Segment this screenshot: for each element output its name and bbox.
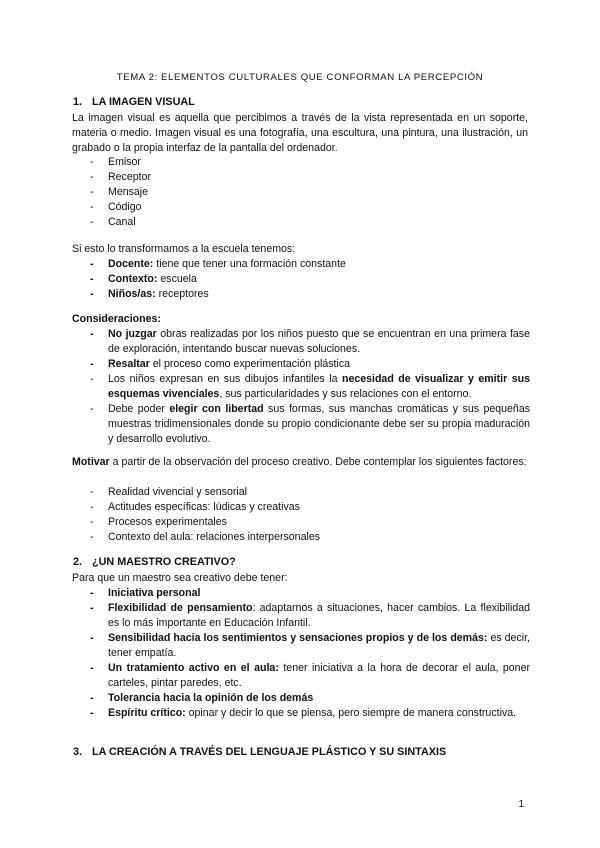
list-item: - Canal	[90, 216, 136, 228]
list-item: - Realidad vivencial y sensorial	[90, 486, 247, 498]
school-list	[90, 257, 530, 302]
document-title: TEMA 2: ELEMENTOS CULTURALES QUE CONFORMAN LA PERCEPCIÓN	[116, 72, 484, 83]
section-title: ¿UN MAESTRO CREATIVO?	[92, 556, 236, 568]
factors-list	[90, 485, 530, 545]
motivate-paragraph: Motivar a partir de la observación del proceso creativo. Debe contemplar los siguientes factores:	[72, 456, 527, 468]
section-heading-3	[73, 746, 447, 758]
list-item: - Un tratamiento activo en el aula: tener iniciativa a la hora de decorar el aula, poner carteles, pintar paredes, etc.	[90, 662, 530, 689]
list-item: - Los niños expresan en sus dibujos infantiles la necesidad de visualizar y emitir sus esquemas vivenciales, sus particularidades y sus relaciones con el entorno.	[90, 373, 530, 400]
list-item: - Flexibilidad de pensamiento: adaptarnos a situaciones, hacer cambios. La flexibilidad es lo más importante en Educación Infantil.	[90, 602, 530, 629]
list-item: - Iniciativa personal	[90, 587, 201, 599]
section-heading-2	[73, 556, 236, 568]
list-item: - Espíritu crítico: opinar y decir lo que se piensa, pero siempre de manera constructiva.	[90, 707, 517, 719]
list-item: - Sensibilidad hacia los sentimientos y sensaciones propios y de los demás: es decir, tener empatía.	[90, 632, 530, 659]
section-title: LA IMAGEN VISUAL	[92, 96, 195, 108]
list-item: - Procesos experimentales	[90, 516, 227, 528]
section-heading-1	[73, 96, 195, 108]
list-item: - Actitudes específicas: lúdicas y creativas	[90, 501, 300, 513]
list-item: - Mensaje	[90, 186, 149, 198]
section-number: 3.	[73, 746, 83, 758]
list-item: - Emisor	[90, 156, 141, 168]
list-item: - Receptor	[90, 171, 151, 183]
list-item: - Docente: tiene que tener una formación constante	[90, 258, 346, 270]
list-item: - Tolerancia hacia la opinión de los demás	[90, 692, 314, 704]
considerations-label: Consideraciones:	[72, 313, 161, 325]
teacher-intro: Para que un maestro sea creativo debe tener:	[72, 572, 288, 584]
list-item: - Niños/as: receptores	[90, 288, 209, 300]
section-title: LA CREACIÓN A TRAVÉS DEL LENGUAJE PLÁSTICO Y SU SINTAXIS	[92, 746, 447, 758]
teacher-qualities-list	[90, 586, 530, 721]
list-item: - Contexto del aula: relaciones interpersonales	[90, 531, 321, 543]
considerations-list	[90, 327, 530, 447]
list-item: - Contexto: escuela	[90, 273, 197, 285]
page-number: 1	[518, 799, 524, 810]
list-item: - Debe poder elegir con libertad sus formas, sus manchas cromáticas y sus pequeñas muestras tridimensionales donde su propio condicionante debe ser su propia maduración y desarrollo evolutivo.	[90, 403, 531, 445]
intro-paragraph: La imagen visual es aquella que percibimos a través de la vista representada en un soporte, materia o medio. Imagen visual es una fotografía, una escultura, una pintura, una ilustración, un grabado o la propia interfaz de la pantalla del ordenador.	[72, 112, 528, 154]
list-item: - Código	[90, 201, 142, 213]
communication-elements-list	[90, 155, 530, 230]
section-number: 2.	[73, 556, 83, 568]
list-item: - No juzgar obras realizadas por los niños puesto que se encuentran en una primera fase de exploración, intentando buscar nuevas soluciones.	[90, 328, 530, 355]
school-intro: Si esto lo transformamos a la escuela tenemos:	[72, 243, 296, 255]
list-item: - Resaltar el proceso como experimentación plástica	[90, 358, 351, 370]
section-number: 1.	[73, 96, 83, 108]
